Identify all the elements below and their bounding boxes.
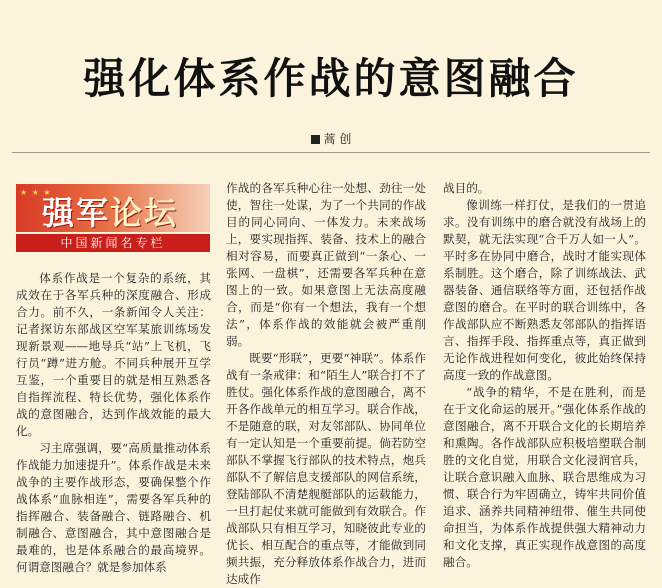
article-column-1 <box>16 270 211 576</box>
paragraph: 习主席强调，要“高质量推动体系作战能力加速提升”。体系作战是未来战争的主要作战形态，要确保整个作战体系“血脉相连”，需要各军兵种的指挥融合、装备融合、链路融合、机制融合、意图融合，其中意图融合是最难的，也是体系融合的最高境界。何谓意图融合？就是参加体系 <box>16 441 211 574</box>
article-headline: 强化体系作战的意图融合 <box>83 54 579 103</box>
author-name: 蒿 创 <box>323 132 352 146</box>
byline <box>0 130 662 147</box>
byline-square-icon <box>311 135 320 144</box>
article-column-3 <box>443 180 646 571</box>
headline-divider <box>12 152 650 153</box>
paragraph: 体系作战是一个复杂的系统，其成效在于各军兵种的深度融合、形成合力。前不久，一条新闻令人关注：记者探访东部战区空军某旅训练场发现新景观——地导兵“站”上飞机，飞行员“蹲”进方舱。不同兵种展开互学互鉴，一个重要目的就是相互熟悉各自指挥流程、特长优势，强化体系作战的意图融合，达到作战效能的最大化。 <box>16 271 211 438</box>
column-badge-banner <box>16 184 210 232</box>
paragraph: 战目的。 <box>443 181 490 195</box>
column-badge-title <box>42 188 178 232</box>
star-icons: ★ ★ ★ <box>20 188 52 197</box>
column-badge-title-part1: 强军 <box>42 194 111 232</box>
article-column-2 <box>226 180 426 588</box>
paragraph: 既要“形联”，更要“神联”。体系作战有一条戒律：和“陌生人”联合打不了胜仗。强化体系作战的意图融合，离不开各作战单元的相互学习。联合作战，不是随意的联，对友邻部队、协同单位有一定认知是一个重要前提。倘若防空部队不掌握飞行部队的技术特点，炮兵部队不了解信息支援部队的网信系统，登陆部队不清楚舰艇部队的运载能力，一旦打起仗来就可能做到有效联合。作战部队只有相互学习，知晓彼此专业的优长、相互配合的重点等，才能做到同频共振，充分释放体系作战合力，进而达成作 <box>226 351 426 586</box>
column-badge-title-part2: 论坛 <box>110 194 179 232</box>
paragraph: 作战的各军兵种心往一处想、劲往一处使，智往一处谋，为了一个共同的作战目的同心同向、一体发力。未来战场上，要实现指挥、装备、技术上的融合相对容易，而要真正做到“一条心、一张网、一盘棋”，还需要各军兵种在意图上的一致。如果意图上无法高度融合，而是“你有一个想法，我有一个想法”，体系作战的效能就会被严重削弱。 <box>226 181 426 348</box>
column-badge-subtitle: 中国新闻名专栏 <box>16 234 210 252</box>
column-badge <box>16 184 210 254</box>
paragraph: “战争的精华，不是在胜利，而是在于文化命运的展开。”强化体系作战的意图融合，离不开联合文化的长期培养和熏陶。各作战部队应积极培塑联合制胜的文化自觉，用联合文化浸润官兵，让联合意识融入血脉、联合思维成为习惯、联合行为牢固确立，铸牢共同价值追求、涵养共同精神纽带、催生共同使命担当，为体系作战提供强大精神动力和文化支撑，真正实现作战意图的高度融合。 <box>443 385 646 569</box>
paragraph: 像训练一样打仗，是我们的一贯追求。没有训练中的磨合就没有战场上的默契，就无法实现“合千万人如一人”。平时多在协同中磨合，战时才能实现体系制胜。这个磨合，除了训练战法、武器装备、通信联络等方面，还包括作战意图的磨合。在平时的联合训练中，各作战部队应不断熟悉友邻部队的指挥语言、指挥手段、指挥重点等，真正做到无论作战进程如何变化，彼此始终保持高度一致的作战意图。 <box>443 198 646 382</box>
